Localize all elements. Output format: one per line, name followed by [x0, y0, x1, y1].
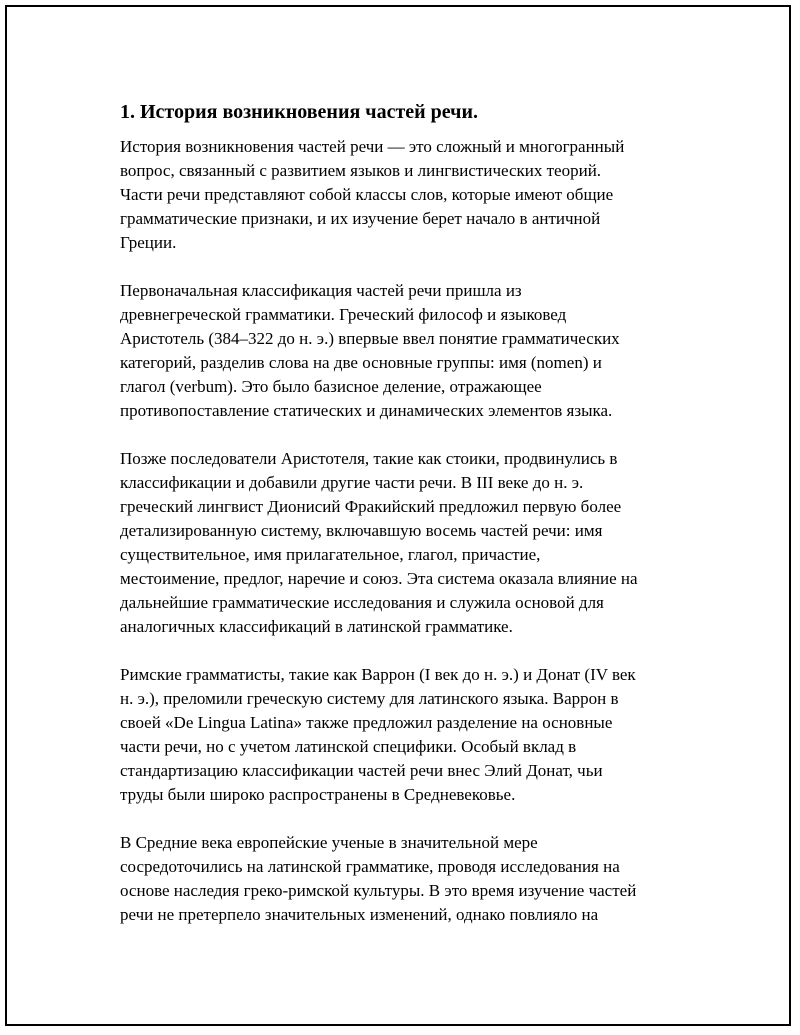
document-title: 1. История возникновения частей речи. [120, 101, 478, 123]
paragraph-4: Римские грамматисты, такие как Варрон (I век до н. э.) и Донат (IV век н. э.), преломили греческую систему для латинского языка. Варрон в своей «De Lingua Latina» также предложил разделение на основные части речи, но с учетом латинской специфики. Особый вклад в стандартизацию классификации частей речи внес Элий Донат, чьи труды были широко распространены в Средневековье. [120, 665, 636, 804]
document-page [5, 5, 791, 1026]
paragraph-3: Позже последователи Аристотеля, такие как стоики, продвинулись в классификации и добавили другие части речи. В III веке до н. э. греческий лингвист Дионисий Фракийский предложил первую более детализированную систему, включавшую восемь частей речи: имя существительное, имя прилагательное, глагол, причастие, местоимение, предлог, наречие и союз. Эта система оказала влияние на дальнейшие грамматические исследования и служила основой для аналогичных классификаций в латинской грамматике. [120, 449, 638, 636]
document-content [120, 99, 710, 951]
paragraph-1: История возникновения частей речи — это сложный и многогранный вопрос, связанный с развитием языков и лингвистических теорий. Части речи представляют собой классы слов, которые имеют общие грамматические признаки, и их изучение берет начало в античной Греции. [120, 137, 625, 252]
paragraph-5: В Средние века европейские ученые в значительной мере сосредоточились на латинской грамматике, проводя исследования на основе наследия греко-римской культуры. В это время изучение частей речи не претерпело значительных изменений, однако повлияло на [120, 833, 637, 924]
paragraph-2: Первоначальная классификация частей речи пришла из древнегреческой грамматики. Греческий философ и языковед Аристотель (384–322 до н. э.) впервые ввел понятие грамматических категорий, разделив слова на две основные группы: имя (nomen) и глагол (verbum). Это было базисное деление, отражающее противопоставление статических и динамических элементов языка. [120, 281, 620, 420]
